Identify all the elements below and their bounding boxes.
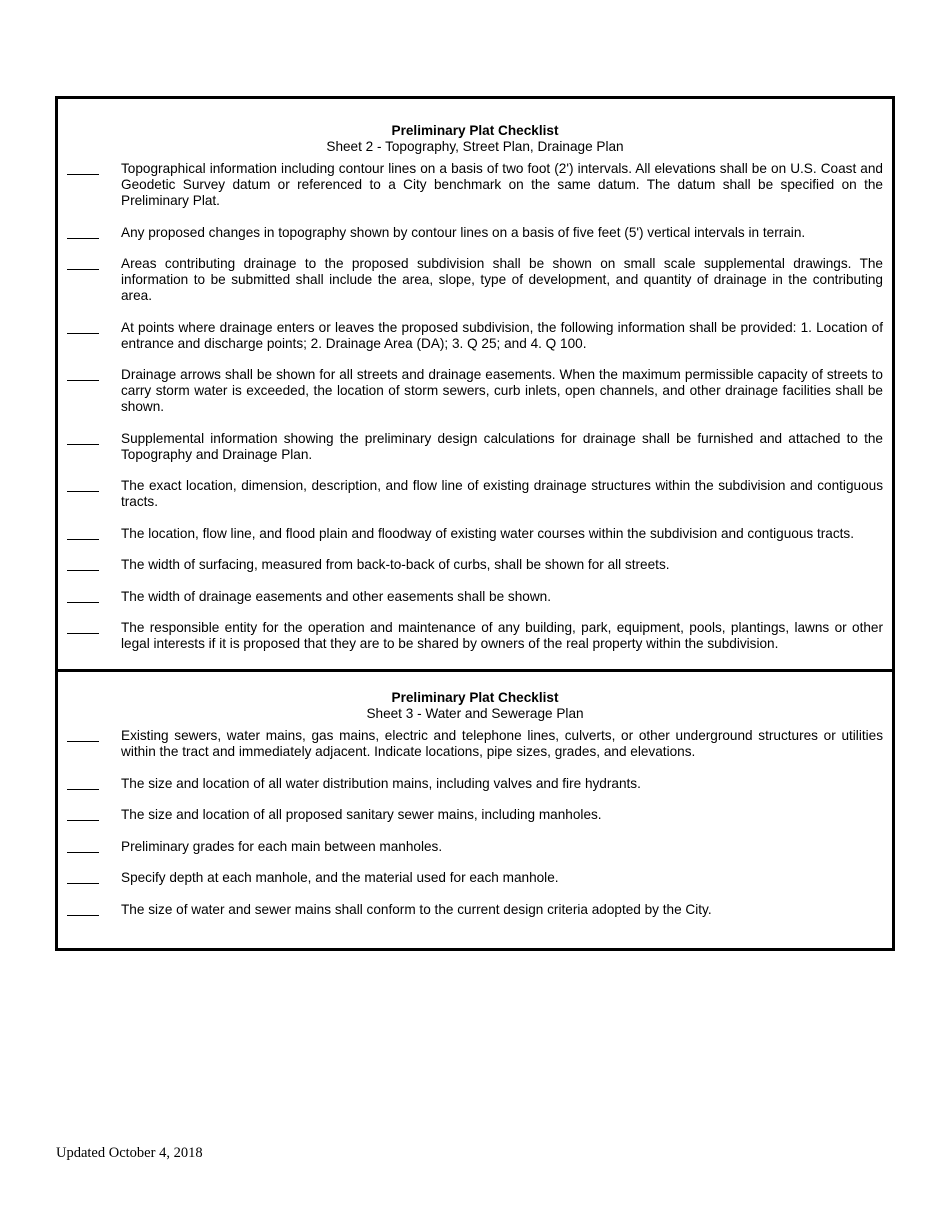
checklist-item-text: The location, flow line, and flood plain and floodway of existing water courses within the subdivision and contiguous tracts. [121,525,854,541]
checklist-item [58,367,892,415]
checklist-item-text: Topographical information including contour lines on a basis of two foot (2') intervals. All elevations shall be on U.S. Coast and Geodetic Survey datum or referenced to a City benchmark on the same datum. The datum shall be specified on the Preliminary Plat. [121,161,883,208]
check-blank[interactable] [67,238,99,239]
checklist-item [58,728,892,760]
check-blank[interactable] [67,852,99,853]
check-blank[interactable] [67,741,99,742]
checklist-item-text: Supplemental information showing the preliminary design calculations for drainage shall be furnished and attached to the Topography and Drainage Plan. [121,430,883,462]
checklist-item-text: Existing sewers, water mains, gas mains, electric and telephone lines, culverts, or other underground structures or utilities within the tract and immediately adjacent. Indicate locations, pipe sizes, grades, and elevations. [121,728,883,759]
checklist-item-text: Specify depth at each manhole, and the material used for each manhole. [121,870,559,885]
sheet-3-section [58,672,892,948]
checklist-item [58,161,892,209]
checklist-item-text: At points where drainage enters or leaves the proposed subdivision, the following information shall be provided: 1. Location of entrance and discharge points; 2. Drainage Area (DA); 3. Q 25; and 4. Q 100. [121,319,883,351]
checklist-item [58,776,892,792]
check-blank[interactable] [67,539,99,540]
check-blank[interactable] [67,602,99,603]
check-blank[interactable] [67,915,99,916]
checklist-item-text: The size and location of all proposed sanitary sewer mains, including manholes. [121,807,602,822]
checklist-item-text: The width of surfacing, measured from back-to-back of curbs, shall be shown for all streets. [121,557,670,572]
check-blank[interactable] [67,269,99,270]
checklist-item [58,620,892,652]
check-blank[interactable] [67,570,99,571]
checklist-item-text: The width of drainage easements and other easements shall be shown. [121,588,551,604]
check-blank[interactable] [67,789,99,790]
check-blank[interactable] [67,380,99,381]
check-blank[interactable] [67,633,99,634]
check-blank[interactable] [67,174,99,175]
checklist-item [58,557,892,573]
checklist-frame [55,96,895,951]
check-blank[interactable] [67,333,99,334]
checklist-item [58,225,892,241]
checklist-item [58,839,892,855]
checklist-item [58,320,892,352]
check-blank[interactable] [67,444,99,445]
checklist-item [58,526,892,542]
checklist-item-text: Drainage arrows shall be shown for all streets and drainage easements. When the maximum permissible capacity of streets to carry storm water is exceeded, the location of storm sewers, curb inlets, open channels, and other drainage facilities shall be shown. [121,367,883,414]
checklist-item-text: The exact location, dimension, description, and flow line of existing drainage structures within the subdivision and contiguous tracts. [121,478,883,509]
sheet-3-heading [58,690,892,722]
checklist-item [58,870,892,886]
sheet-2-section [58,99,892,670]
checklist-item-text: Preliminary grades for each main between manholes. [121,838,443,854]
sheet-2-heading [58,123,892,155]
checklist-item [58,256,892,304]
section-subtitle: Sheet 2 - Topography, Street Plan, Drainage Plan [326,139,624,154]
checklist-item [58,431,892,463]
checklist-item-text: Areas contributing drainage to the proposed subdivision shall be shown on small scale supplemental drawings. The information to be submitted shall include the area, slope, type of development, and quantity of drainage in the contributing area. [121,256,883,303]
checklist-item-text: The responsible entity for the operation and maintenance of any building, park, equipment, pools, plantings, lawns or other legal interests if it is proposed that they are to be shared by owners of the real property within the subdivision. [121,620,883,651]
check-blank[interactable] [67,883,99,884]
updated-date: Updated October 4, 2018 [56,1145,203,1161]
check-blank[interactable] [67,491,99,492]
checklist-item [58,478,892,510]
checklist-item-text: The size of water and sewer mains shall conform to the current design criteria adopted by the City. [121,901,712,917]
section-title: Preliminary Plat Checklist [391,690,559,705]
checklist-item [58,807,892,823]
section-title: Preliminary Plat Checklist [391,123,559,138]
checklist-item [58,589,892,605]
checklist-item-text: Any proposed changes in topography shown by contour lines on a basis of five feet (5') vertical intervals in terrain. [121,224,806,240]
check-blank[interactable] [67,820,99,821]
checklist-item [58,902,892,918]
section-subtitle: Sheet 3 - Water and Sewerage Plan [366,706,584,721]
checklist-item-text: The size and location of all water distribution mains, including valves and fire hydrants. [121,775,641,791]
